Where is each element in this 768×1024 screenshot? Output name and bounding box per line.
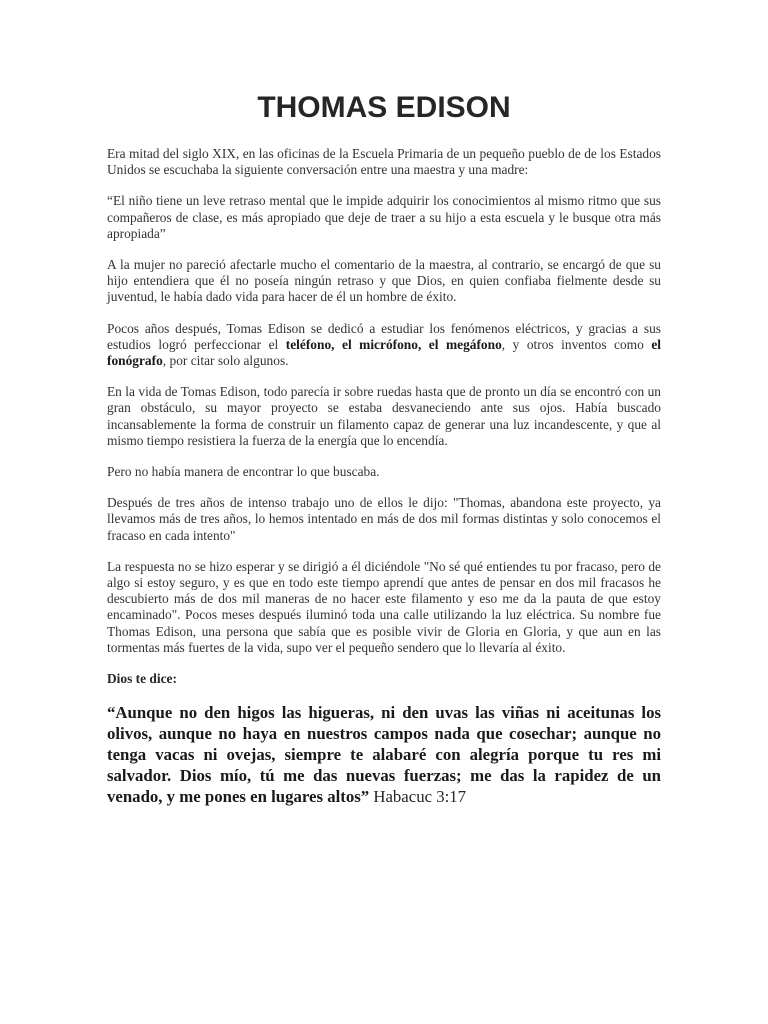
paragraph-colleague: Después de tres años de intenso trabajo uno de ellos le dijo: "Thomas, abandona este proyecto, ya llevamos más de tres años, lo hemos intentado en más de dos mil formas distintas y solo conocemos el fracaso en cada intento" <box>107 495 661 543</box>
dios-heading: Dios te dice: <box>107 671 177 687</box>
bible-quote <box>107 702 661 807</box>
paragraph-mother: A la mujer no pareció afectarle mucho el comentario de la maestra, al contrario, se encargó de que su hijo entendiera que él no poseía ningún retraso y que Dios, en quien confiaba fielmente desde su juventud, le había dado vida para hacer de él un hombre de éxito. <box>107 257 661 305</box>
inventions-text-end: , por citar solo algunos. <box>162 353 289 369</box>
page-title: THOMAS EDISON <box>257 91 511 124</box>
paragraph-obstacle: En la vida de Tomas Edison, todo parecía ir sobre ruedas hasta que de pronto un día se encontró con un gran obstáculo, su mayor proyecto se estaba desvaneciendo ante sus ojos. Había buscado incansablemente la forma de construir un filamento capaz de generar una luz incandescente, y que al mismo tiempo resistiera la fuerza de la energía que lo encendía. <box>107 384 661 448</box>
document-body <box>107 146 661 822</box>
inventions-bold-list: teléfono, el micrófono, el megáfono <box>285 336 502 352</box>
paragraph-intro: Era mitad del siglo XIX, en las oficinas de la Escuela Primaria de un pequeño pueblo de de los Estados Unidos se escuchaba la siguiente conversación entre una maestra y una madre: <box>107 146 661 178</box>
paragraph-teacher-quote: “El niño tiene un leve retraso mental que le impide adquirir los conocimientos al mismo ritmo que sus compañeros de clase, es más apropiado que deje de traer a su hijo a esta escuela y le busque otra más apropiada” <box>107 193 661 241</box>
inventions-bold-phonograph: el fonógrafo <box>107 336 661 369</box>
inventions-text-start: Pocos años después, Tomas Edison se dedicó a estudiar los fenómenos eléctricos, y gracias a sus estudios logró perfeccionar el <box>107 320 661 352</box>
bible-quote-text: “Aunque no den higos las higueras, ni den uvas las viñas ni aceitunas los olivos, aunque no haya en nuestros campos nada que cosechar; aunque no tenga vacas ni ovejas, siempre te alabaré con alegría porque tu res mi salvador. Dios mío, tú me das nuevas fuerzas; me das la rapidez de un venado, y me pones en lugares altos” <box>107 703 661 807</box>
paragraph-response: La respuesta no se hizo esperar y se dirigió a él diciéndole "No sé qué entiendes tu por fracaso, pero de algo si estoy seguro, y es que en todo este tiempo aprendí que antes de pensar en dos mil fracasos he descubierto más de dos mil maneras de no hacer este filamento y eso me da la pauta de que estoy encaminado". Pocos meses después iluminó toda una calle utilizando la luz eléctrica. Su nombre fue Thomas Edison, una persona que sabía que es posible vivir de Gloria en Gloria, y que aun en las tormentas más fuertes de la vida, supo ver el pequeño sendero que lo llevaría al éxito. <box>107 558 661 655</box>
bible-quote-reference: Habacuc 3:17 <box>369 787 467 807</box>
paragraph-no-way: Pero no había manera de encontrar lo que buscaba. <box>107 464 380 480</box>
inventions-text-mid: , y otros inventos como <box>501 336 652 352</box>
paragraph-inventions <box>107 321 661 370</box>
